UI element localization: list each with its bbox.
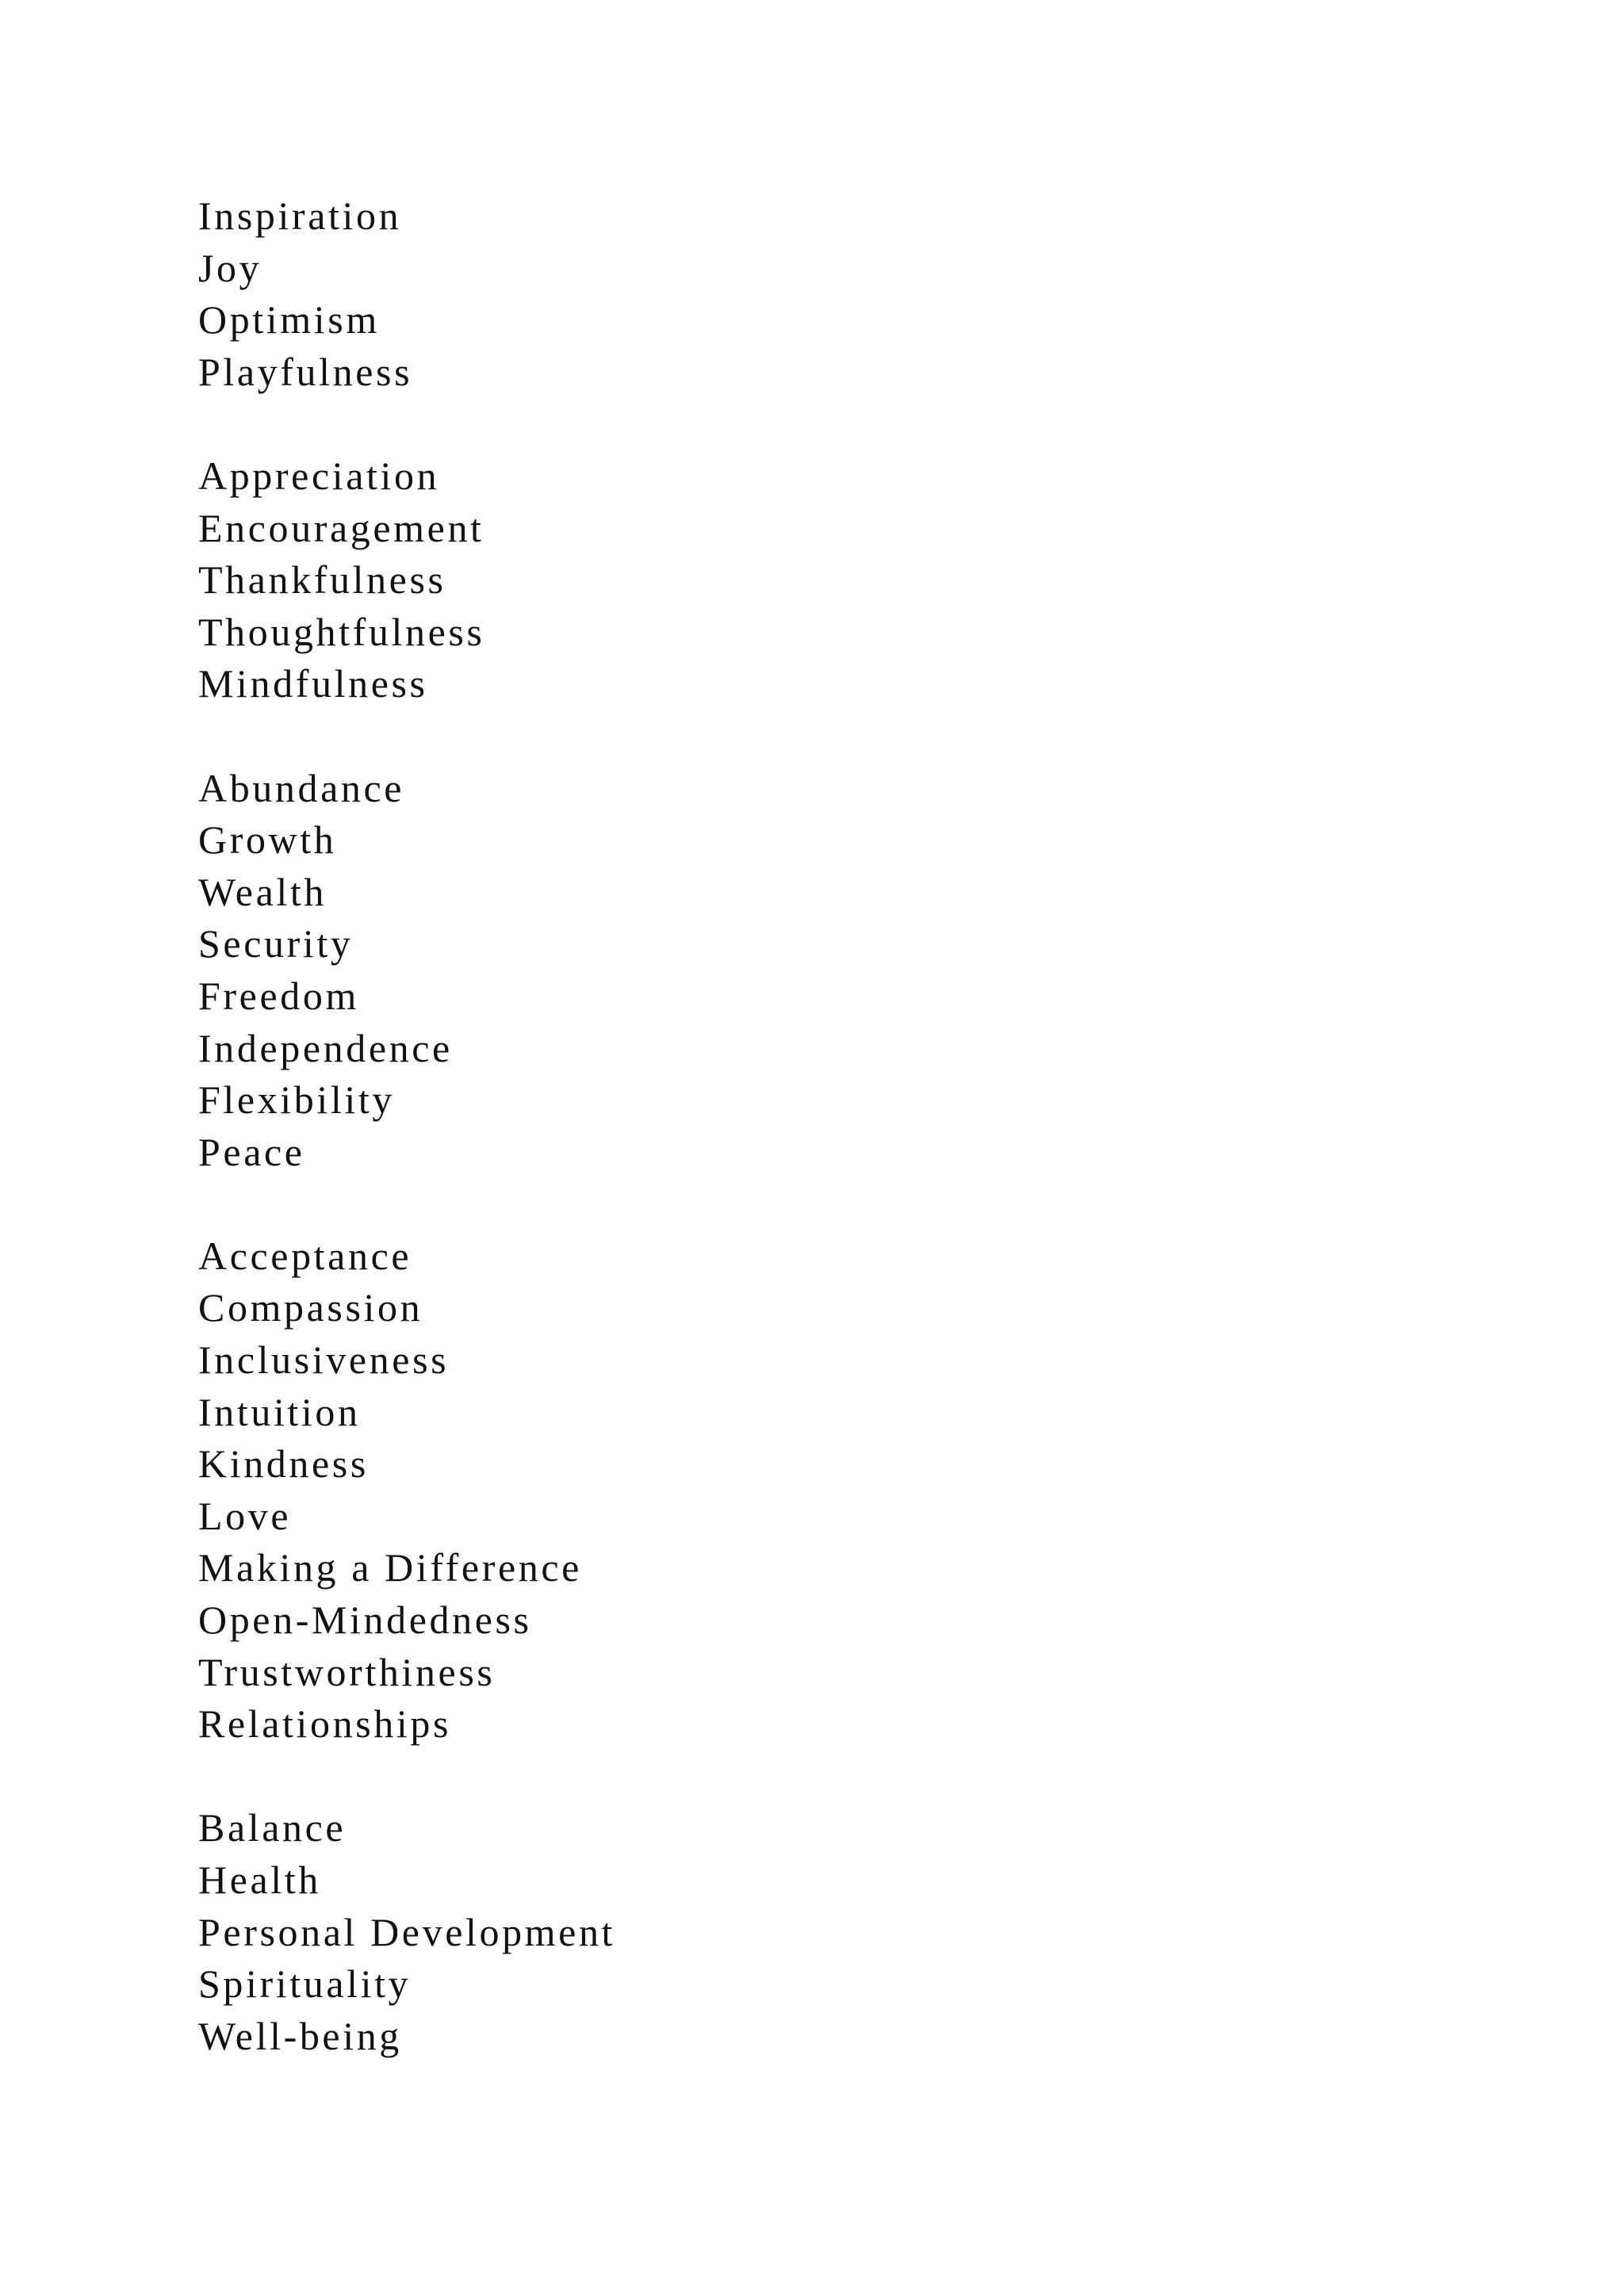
list-item: Well-being: [198, 2013, 402, 2058]
list-item: Playfulness: [198, 349, 413, 394]
list-item: Compassion: [198, 1285, 423, 1330]
list-item: Relationships: [198, 1701, 452, 1747]
list-item: Joy: [198, 245, 262, 290]
list-item: Making a Difference: [198, 1545, 582, 1590]
list-item: Optimism: [198, 297, 380, 342]
list-item: Open-Mindedness: [198, 1598, 532, 1643]
value-group-3: [198, 763, 1467, 1179]
list-item: Personal Development: [198, 1909, 616, 1954]
list-item: Intuition: [198, 1389, 361, 1434]
list-item: Appreciation: [198, 453, 440, 498]
list-item: Growth: [198, 817, 337, 863]
list-item: Trustworthiness: [198, 1649, 496, 1694]
value-group-1: [198, 190, 1467, 398]
list-item: Independence: [198, 1025, 453, 1070]
list-item: Flexibility: [198, 1077, 395, 1123]
list-item: Kindness: [198, 1441, 369, 1487]
list-item: Thoughtfulness: [198, 609, 485, 654]
list-item: Acceptance: [198, 1233, 412, 1278]
list-item: Inclusiveness: [198, 1337, 450, 1383]
value-group-4: [198, 1230, 1467, 1751]
list-item: Balance: [198, 1805, 347, 1850]
list-item: Health: [198, 1858, 321, 1902]
list-item: Mindfulness: [198, 661, 428, 706]
list-item: Security: [198, 921, 354, 966]
list-item: Peace: [198, 1129, 305, 1174]
list-item: Abundance: [198, 765, 405, 810]
value-group-5: [198, 1802, 1467, 2062]
list-item: Freedom: [198, 973, 359, 1018]
value-group-2: [198, 450, 1467, 710]
list-item: Thankfulness: [198, 557, 446, 603]
list-item: Love: [198, 1493, 292, 1538]
list-item: Wealth: [198, 869, 327, 914]
list-item: Inspiration: [198, 193, 402, 238]
values-list: [198, 190, 1467, 2062]
list-item: Encouragement: [198, 505, 485, 550]
list-item: Spirituality: [198, 1961, 412, 2007]
